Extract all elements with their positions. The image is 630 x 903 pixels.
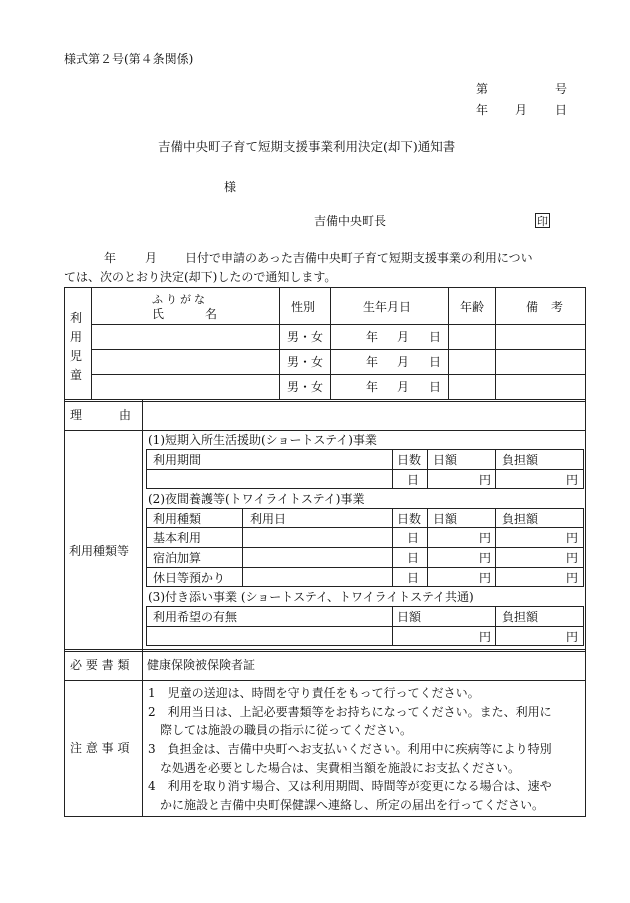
- s2-row-2-name: 宿泊加算: [153, 551, 202, 565]
- body-month: 月: [145, 251, 158, 265]
- birth-header: 生年月日: [363, 300, 412, 314]
- child-3-day: 日: [429, 380, 442, 394]
- reason-label-b: 由: [119, 408, 132, 422]
- number-dai: 第: [476, 82, 489, 96]
- s2-row-2-day: 日: [407, 551, 420, 565]
- name-header-b: 名: [205, 307, 218, 321]
- s1-period-header: 利用期間: [153, 453, 202, 467]
- note-line-6: 4 利用を取り消す場合、又は利用期間、時間等が変更になる場合は、速や: [148, 779, 552, 793]
- s2-row-2-yen: 円: [479, 551, 492, 565]
- children-label-2: 用: [70, 330, 83, 344]
- children-label-4: 童: [70, 368, 83, 382]
- s1-daily-header: 日額: [433, 453, 458, 467]
- document-title: 吉備中央町子育て短期支援事業利用決定(却下)通知書: [158, 139, 456, 154]
- age-header: 年齢: [460, 300, 485, 314]
- docs-label: 必 要 書 類: [70, 658, 130, 672]
- s2-row-3-yen: 円: [479, 571, 492, 585]
- body-line2: ては、次のとおり決定(却下)したので通知します。: [64, 270, 337, 284]
- note-line-7: かに施設と吉備中央町保健課へ連絡し、所定の届出を行ってください。: [148, 798, 545, 812]
- s1-unit-yen: 円: [479, 473, 492, 487]
- s2-daily-header: 日額: [433, 512, 458, 526]
- child-3-year: 年: [366, 380, 379, 394]
- addressee-sama: 様: [224, 180, 237, 194]
- section-3-title: (3)付き添い事業 (ショートステイ、トワイライトステイ共通): [148, 590, 474, 604]
- s2-row-3-yen-2: 円: [566, 571, 579, 585]
- s2-row-3-name: 休日等預かり: [153, 571, 226, 585]
- notes-label: 注 意 事 項: [70, 741, 130, 755]
- note-line-3: 際しては施設の職員の指示に従ってください。: [148, 723, 413, 737]
- s3-unit-yen: 円: [479, 630, 492, 644]
- s3-burden-header: 負担額: [502, 610, 539, 624]
- body-year: 年: [104, 251, 117, 265]
- child-3-sex: 男・女: [287, 380, 324, 394]
- s2-burden-header: 負担額: [502, 512, 539, 526]
- s3-unit-yen-2: 円: [566, 630, 579, 644]
- s1-burden-header: 負担額: [502, 453, 539, 467]
- usage-label: 利用種類等: [69, 544, 130, 558]
- s3-wish-header: 利用希望の有無: [153, 610, 238, 624]
- child-2-year: 年: [366, 355, 379, 369]
- remarks-header-b: 考: [551, 300, 564, 314]
- form-number: 様式第２号(第４条関係): [64, 52, 194, 66]
- s1-days-header: 日数: [397, 453, 422, 467]
- remarks-header-a: 備: [526, 300, 539, 314]
- child-2-day: 日: [429, 355, 442, 369]
- child-2-month: 月: [397, 355, 410, 369]
- note-line-1: 1 児童の送迎は、時間を守り責任をもって行ってください。: [148, 686, 480, 700]
- s1-unit-yen-2: 円: [566, 473, 579, 487]
- s1-unit-day: 日: [407, 473, 420, 487]
- body-line1: 日付で申請のあった吉備中央町子育て短期支援事業の利用につい: [185, 251, 533, 265]
- child-1-day: 日: [429, 330, 442, 344]
- note-line-2: 2 利用当日は、上記必要書類等をお持ちになってください。また、利用に: [148, 705, 552, 719]
- child-1-month: 月: [397, 330, 410, 344]
- s2-type-header: 利用種類: [153, 512, 202, 526]
- s2-row-2-yen-2: 円: [566, 551, 579, 565]
- note-line-5: な処遇を必要とした場合は、実費相当額を施設にお支払ください。: [148, 761, 521, 775]
- reason-label-a: 理: [70, 408, 83, 422]
- s2-days-header: 日数: [397, 512, 422, 526]
- s3-daily-header: 日額: [397, 610, 422, 624]
- s2-row-3-day: 日: [407, 571, 420, 585]
- child-2-sex: 男・女: [287, 355, 324, 369]
- children-label-1: 利: [70, 311, 83, 325]
- child-1-year: 年: [366, 330, 379, 344]
- section-1-title: (1)短期入所生活援助(ショートステイ)事業: [148, 433, 377, 447]
- date-month: 月: [515, 103, 528, 117]
- children-label-3: 児: [70, 349, 83, 363]
- s2-row-1-name: 基本利用: [153, 531, 202, 545]
- note-line-4: 3 負担金は、吉備中央町へお支払いください。利用中に疾病等により特別: [148, 742, 552, 756]
- number-go: 号: [555, 82, 568, 96]
- furigana-header: ふりがな: [152, 293, 208, 306]
- s2-date-header: 利用日: [250, 512, 287, 526]
- docs-value: 健康保険被保険者証: [147, 658, 256, 672]
- s2-row-1-day: 日: [407, 531, 420, 545]
- seal-mark: 印: [537, 215, 548, 228]
- s2-row-1-yen: 円: [479, 531, 492, 545]
- issuer-name: 吉備中央町長: [314, 214, 387, 228]
- sex-header: 性別: [291, 300, 316, 314]
- s2-row-1-yen-2: 円: [566, 531, 579, 545]
- name-header-a: 氏: [152, 307, 165, 321]
- section-2-title: (2)夜間養護等(トワイライトステイ)事業: [148, 492, 365, 506]
- child-1-sex: 男・女: [287, 330, 324, 344]
- date-year: 年: [476, 103, 489, 117]
- date-day: 日: [555, 103, 568, 117]
- child-3-month: 月: [397, 380, 410, 394]
